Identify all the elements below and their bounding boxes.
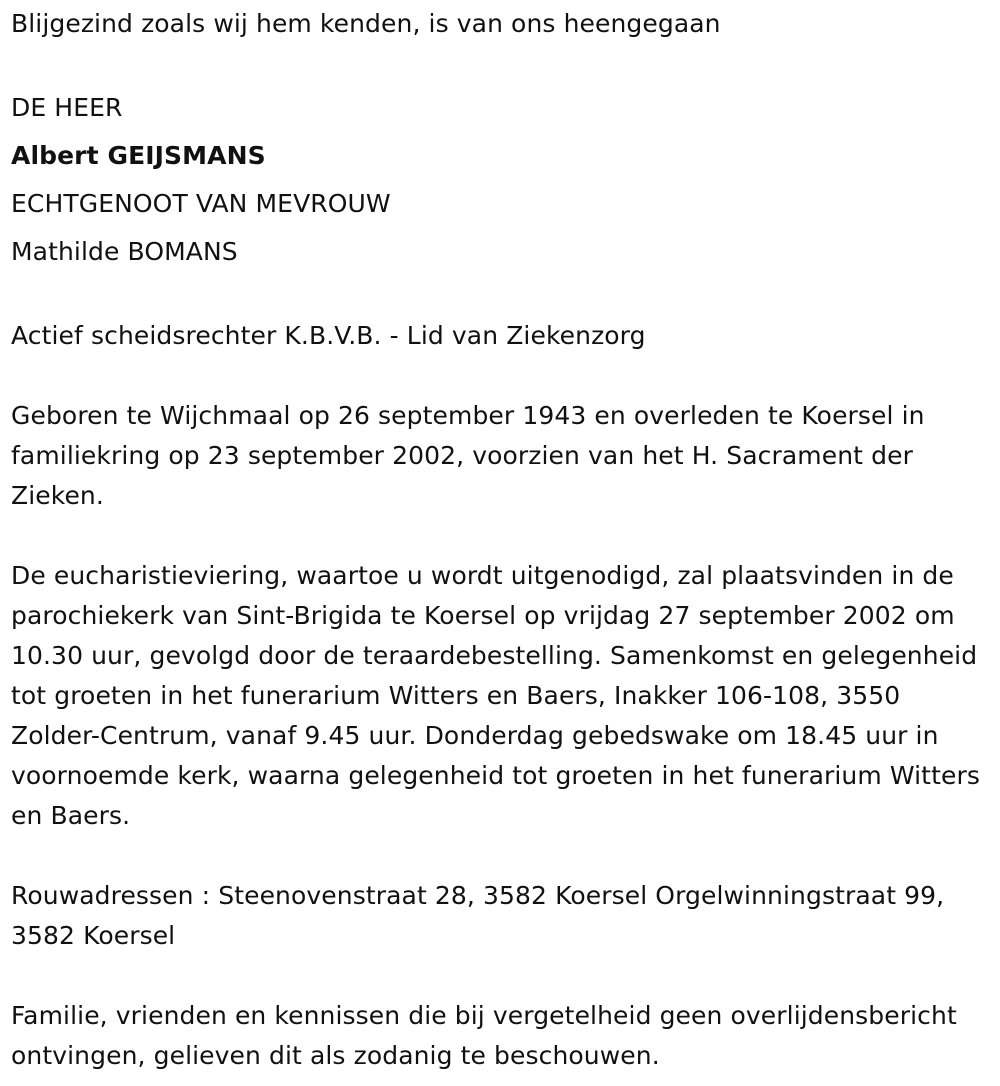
relation-line: ECHTGENOOT VAN MEVROUW	[11, 189, 391, 218]
activities-paragraph: Actief scheidsrechter K.B.V.B. - Lid van Ziekenzorg	[11, 321, 646, 350]
ceremony-paragraph: De eucharistieviering, waartoe u wordt uitgenodigd, zal plaatsvinden in de parochiekerk van Sint-Brigida te Koersel op vrijdag 27 september 2002 om 10.30 uur, gevolgd door de teraardebestelling. Samenkomst en gelegenheid tot groeten in het funerarium Witters en Baers, Inakker 106-108, 3550 Zolder-Centrum, vanaf 9.45 uur. Donderdag gebedswake om 18.45 uur in voornoemde kerk, waarna gelegenheid tot groeten in het funerarium Witters en Baers.	[11, 561, 980, 830]
closing-paragraph: Familie, vrienden en kennissen die bij vergetelheid geen overlijdensbericht ontvingen, gelieven dit als zodanig te beschouwen.	[11, 1001, 957, 1070]
deceased-name: Albert GEIJSMANS	[11, 141, 266, 170]
addresses-paragraph: Rouwadressen : Steenovenstraat 28, 3582 Koersel Orgelwinningstraat 99, 3582 Koersel	[11, 881, 945, 950]
birth-death-paragraph: Geboren te Wijchmaal op 26 september 1943 en overleden te Koersel in familiekring op 23 september 2002, voorzien van het H. Sacrament der Zieken.	[11, 401, 925, 510]
death-notice	[11, 4, 996, 1076]
deceased-header	[11, 84, 996, 276]
title-line: DE HEER	[11, 93, 123, 122]
intro-line: Blijgezind zoals wij hem kenden, is van ons heengegaan	[11, 9, 721, 38]
spouse-name: Mathilde BOMANS	[11, 237, 238, 266]
